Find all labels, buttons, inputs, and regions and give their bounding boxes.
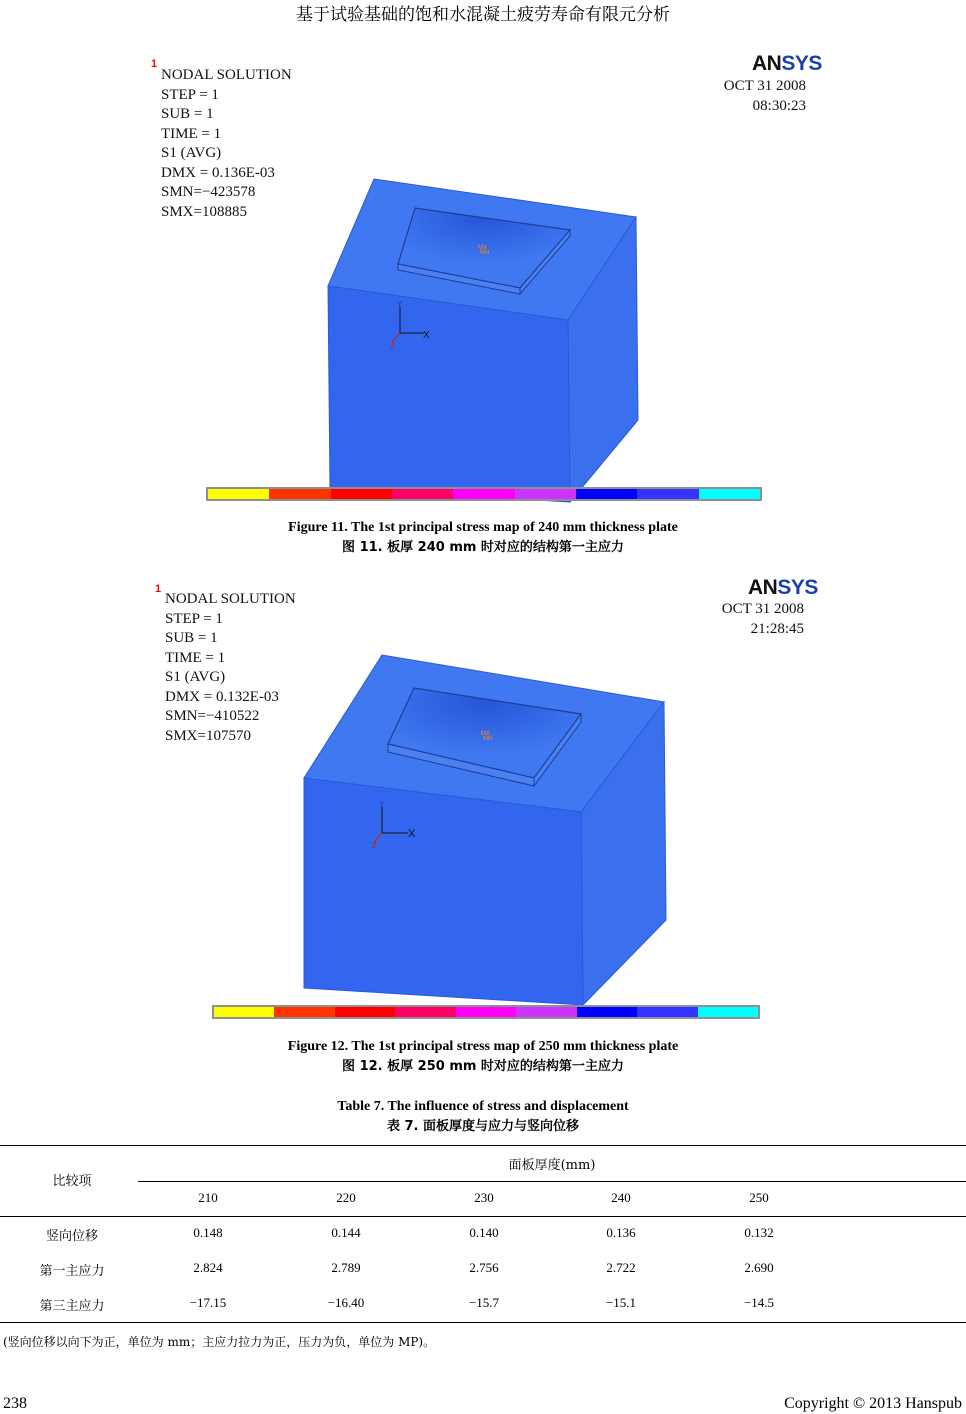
solution-time: 21:28:45 bbox=[750, 620, 804, 637]
ansys-logo bbox=[752, 52, 822, 76]
caption-chinese: 图 12. 板厚 250 mm 时对应的结构第一主应力 bbox=[342, 1059, 624, 1074]
axis-x-label: X bbox=[408, 828, 416, 840]
mn-mark: MN bbox=[483, 736, 493, 742]
table-cell: 2.722 bbox=[606, 1260, 636, 1275]
table-rule bbox=[0, 1216, 966, 1217]
legend-swatch bbox=[331, 489, 392, 499]
logo-part: SYS bbox=[777, 576, 818, 599]
info-line: STEP = 1 bbox=[165, 610, 223, 627]
legend-swatch bbox=[274, 1007, 334, 1017]
solution-date: OCT 31 2008 bbox=[723, 78, 806, 94]
info-line: STEP = 1 bbox=[161, 86, 219, 103]
axis-y-label: Y bbox=[397, 300, 403, 309]
legend-swatch bbox=[456, 1007, 516, 1017]
info-line: DMX = 0.136E-03 bbox=[161, 164, 275, 181]
info-line: SMX=108885 bbox=[161, 203, 247, 220]
nodal-solution-info bbox=[165, 590, 296, 746]
table-row-label: 竖向位移 bbox=[45, 1229, 98, 1244]
column-header: 250 bbox=[749, 1190, 769, 1205]
figure-caption bbox=[0, 1037, 966, 1077]
info-line: S1 (AVG) bbox=[161, 145, 222, 161]
info-line: NODAL SOLUTION bbox=[165, 591, 296, 607]
table-cell: −15.7 bbox=[468, 1295, 500, 1310]
solution-date: OCT 31 2008 bbox=[721, 601, 804, 617]
row-header-label: 比较项 bbox=[52, 1174, 92, 1189]
caption-english: Figure 11. The 1st principal stress map of 240 mm thickness plate bbox=[288, 520, 678, 535]
info-line: SMX=107570 bbox=[165, 727, 251, 744]
info-line: TIME = 1 bbox=[165, 649, 226, 666]
color-legend bbox=[212, 1005, 760, 1019]
table-cell: 2.690 bbox=[744, 1260, 774, 1275]
legend-swatch bbox=[577, 1007, 637, 1017]
fem-model-240 bbox=[320, 170, 650, 505]
table-row-label: 第三主应力 bbox=[39, 1299, 105, 1314]
axis-x-label: X bbox=[423, 330, 430, 341]
axis-z-label: Z bbox=[390, 341, 395, 350]
column-header: 240 bbox=[611, 1190, 631, 1205]
table-row-label: 第一主应力 bbox=[39, 1264, 105, 1279]
nodal-solution-info bbox=[161, 66, 292, 222]
table-cell: 2.824 bbox=[193, 1260, 223, 1275]
column-header: 220 bbox=[336, 1190, 356, 1205]
legend-swatch bbox=[637, 1007, 697, 1017]
logo-part: AN bbox=[752, 52, 782, 75]
table-cell: −16.40 bbox=[327, 1295, 365, 1310]
info-line: SUB = 1 bbox=[161, 106, 214, 122]
caption-english: Table 7. The influence of stress and displacement bbox=[337, 1099, 629, 1114]
legend-swatch bbox=[698, 1007, 758, 1017]
legend-swatch bbox=[269, 489, 330, 499]
caption-english: Figure 12. The 1st principal stress map of 250 mm thickness plate bbox=[287, 1039, 679, 1054]
mx-mark: MX bbox=[478, 245, 487, 251]
table-cell: 0.132 bbox=[744, 1225, 774, 1240]
axis-z-label: Z bbox=[372, 841, 377, 850]
table-cell: 2.789 bbox=[331, 1260, 361, 1275]
caption-chinese: 表 7. 面板厚度与应力与竖向位移 bbox=[386, 1119, 580, 1134]
mx-mark: MX bbox=[481, 731, 490, 737]
table-rule bbox=[0, 1145, 966, 1146]
legend-swatch bbox=[637, 489, 698, 499]
table-rule bbox=[0, 1322, 966, 1323]
mn-mark: MN bbox=[480, 250, 490, 256]
color-legend bbox=[206, 487, 762, 501]
column-header: 210 bbox=[198, 1190, 218, 1205]
info-line: S1 (AVG) bbox=[165, 669, 226, 685]
legend-swatch bbox=[699, 489, 760, 499]
table-cell: 0.140 bbox=[469, 1225, 499, 1240]
table-cell: −14.5 bbox=[743, 1295, 775, 1310]
table-cell: −15.1 bbox=[605, 1295, 637, 1310]
legend-swatch bbox=[208, 489, 269, 499]
table-cell: 0.136 bbox=[606, 1225, 636, 1240]
legend-swatch bbox=[214, 1007, 274, 1017]
table-cell: −17.15 bbox=[189, 1295, 227, 1310]
legend-swatch bbox=[392, 489, 453, 499]
info-line: TIME = 1 bbox=[161, 125, 222, 142]
caption-chinese: 图 11. 板厚 240 mm 时对应的结构第一主应力 bbox=[342, 540, 624, 555]
logo-part: SYS bbox=[781, 52, 822, 75]
info-line: SMN=−423578 bbox=[161, 184, 256, 200]
table-note: (竖向位移以向下为正，单位为 mm；主应力拉力为正，压力为负，单位为 MP)。 bbox=[3, 1335, 436, 1349]
legend-swatch bbox=[516, 1007, 576, 1017]
info-line: NODAL SOLUTION bbox=[161, 67, 292, 83]
figure-marker: 1 bbox=[155, 583, 162, 595]
column-header: 230 bbox=[474, 1190, 494, 1205]
info-line: SMN=−410522 bbox=[165, 708, 260, 724]
block-front-face bbox=[328, 286, 570, 502]
info-line: SUB = 1 bbox=[165, 630, 218, 646]
table-caption bbox=[0, 1097, 966, 1137]
fem-model-250 bbox=[296, 650, 668, 1010]
legend-swatch bbox=[395, 1007, 455, 1017]
table-cell: 0.144 bbox=[331, 1225, 361, 1240]
solution-timestamp bbox=[660, 77, 806, 116]
copyright: Copyright © 2013 Hanspub bbox=[784, 1395, 962, 1412]
table-cell: 0.148 bbox=[193, 1225, 223, 1240]
logo-part: AN bbox=[748, 576, 778, 599]
block-front-face bbox=[304, 778, 583, 1005]
ansys-logo bbox=[748, 576, 818, 600]
running-header: 基于试验基础的饱和水混凝土疲劳寿命有限元分析 bbox=[296, 5, 670, 25]
legend-swatch bbox=[576, 489, 637, 499]
legend-swatch bbox=[453, 489, 514, 499]
info-line: DMX = 0.132E-03 bbox=[165, 688, 279, 705]
legend-swatch bbox=[515, 489, 576, 499]
axis-y-label: Y bbox=[379, 800, 385, 809]
figure-marker: 1 bbox=[151, 58, 158, 70]
legend-swatch bbox=[335, 1007, 395, 1017]
group-header: 面板厚度(mm) bbox=[508, 1158, 596, 1173]
page-number: 238 bbox=[3, 1395, 27, 1412]
solution-timestamp bbox=[658, 600, 804, 639]
table-cell: 2.756 bbox=[469, 1260, 499, 1275]
table-rule bbox=[138, 1181, 966, 1182]
solution-time: 08:30:23 bbox=[752, 97, 806, 114]
figure-caption bbox=[0, 518, 966, 558]
